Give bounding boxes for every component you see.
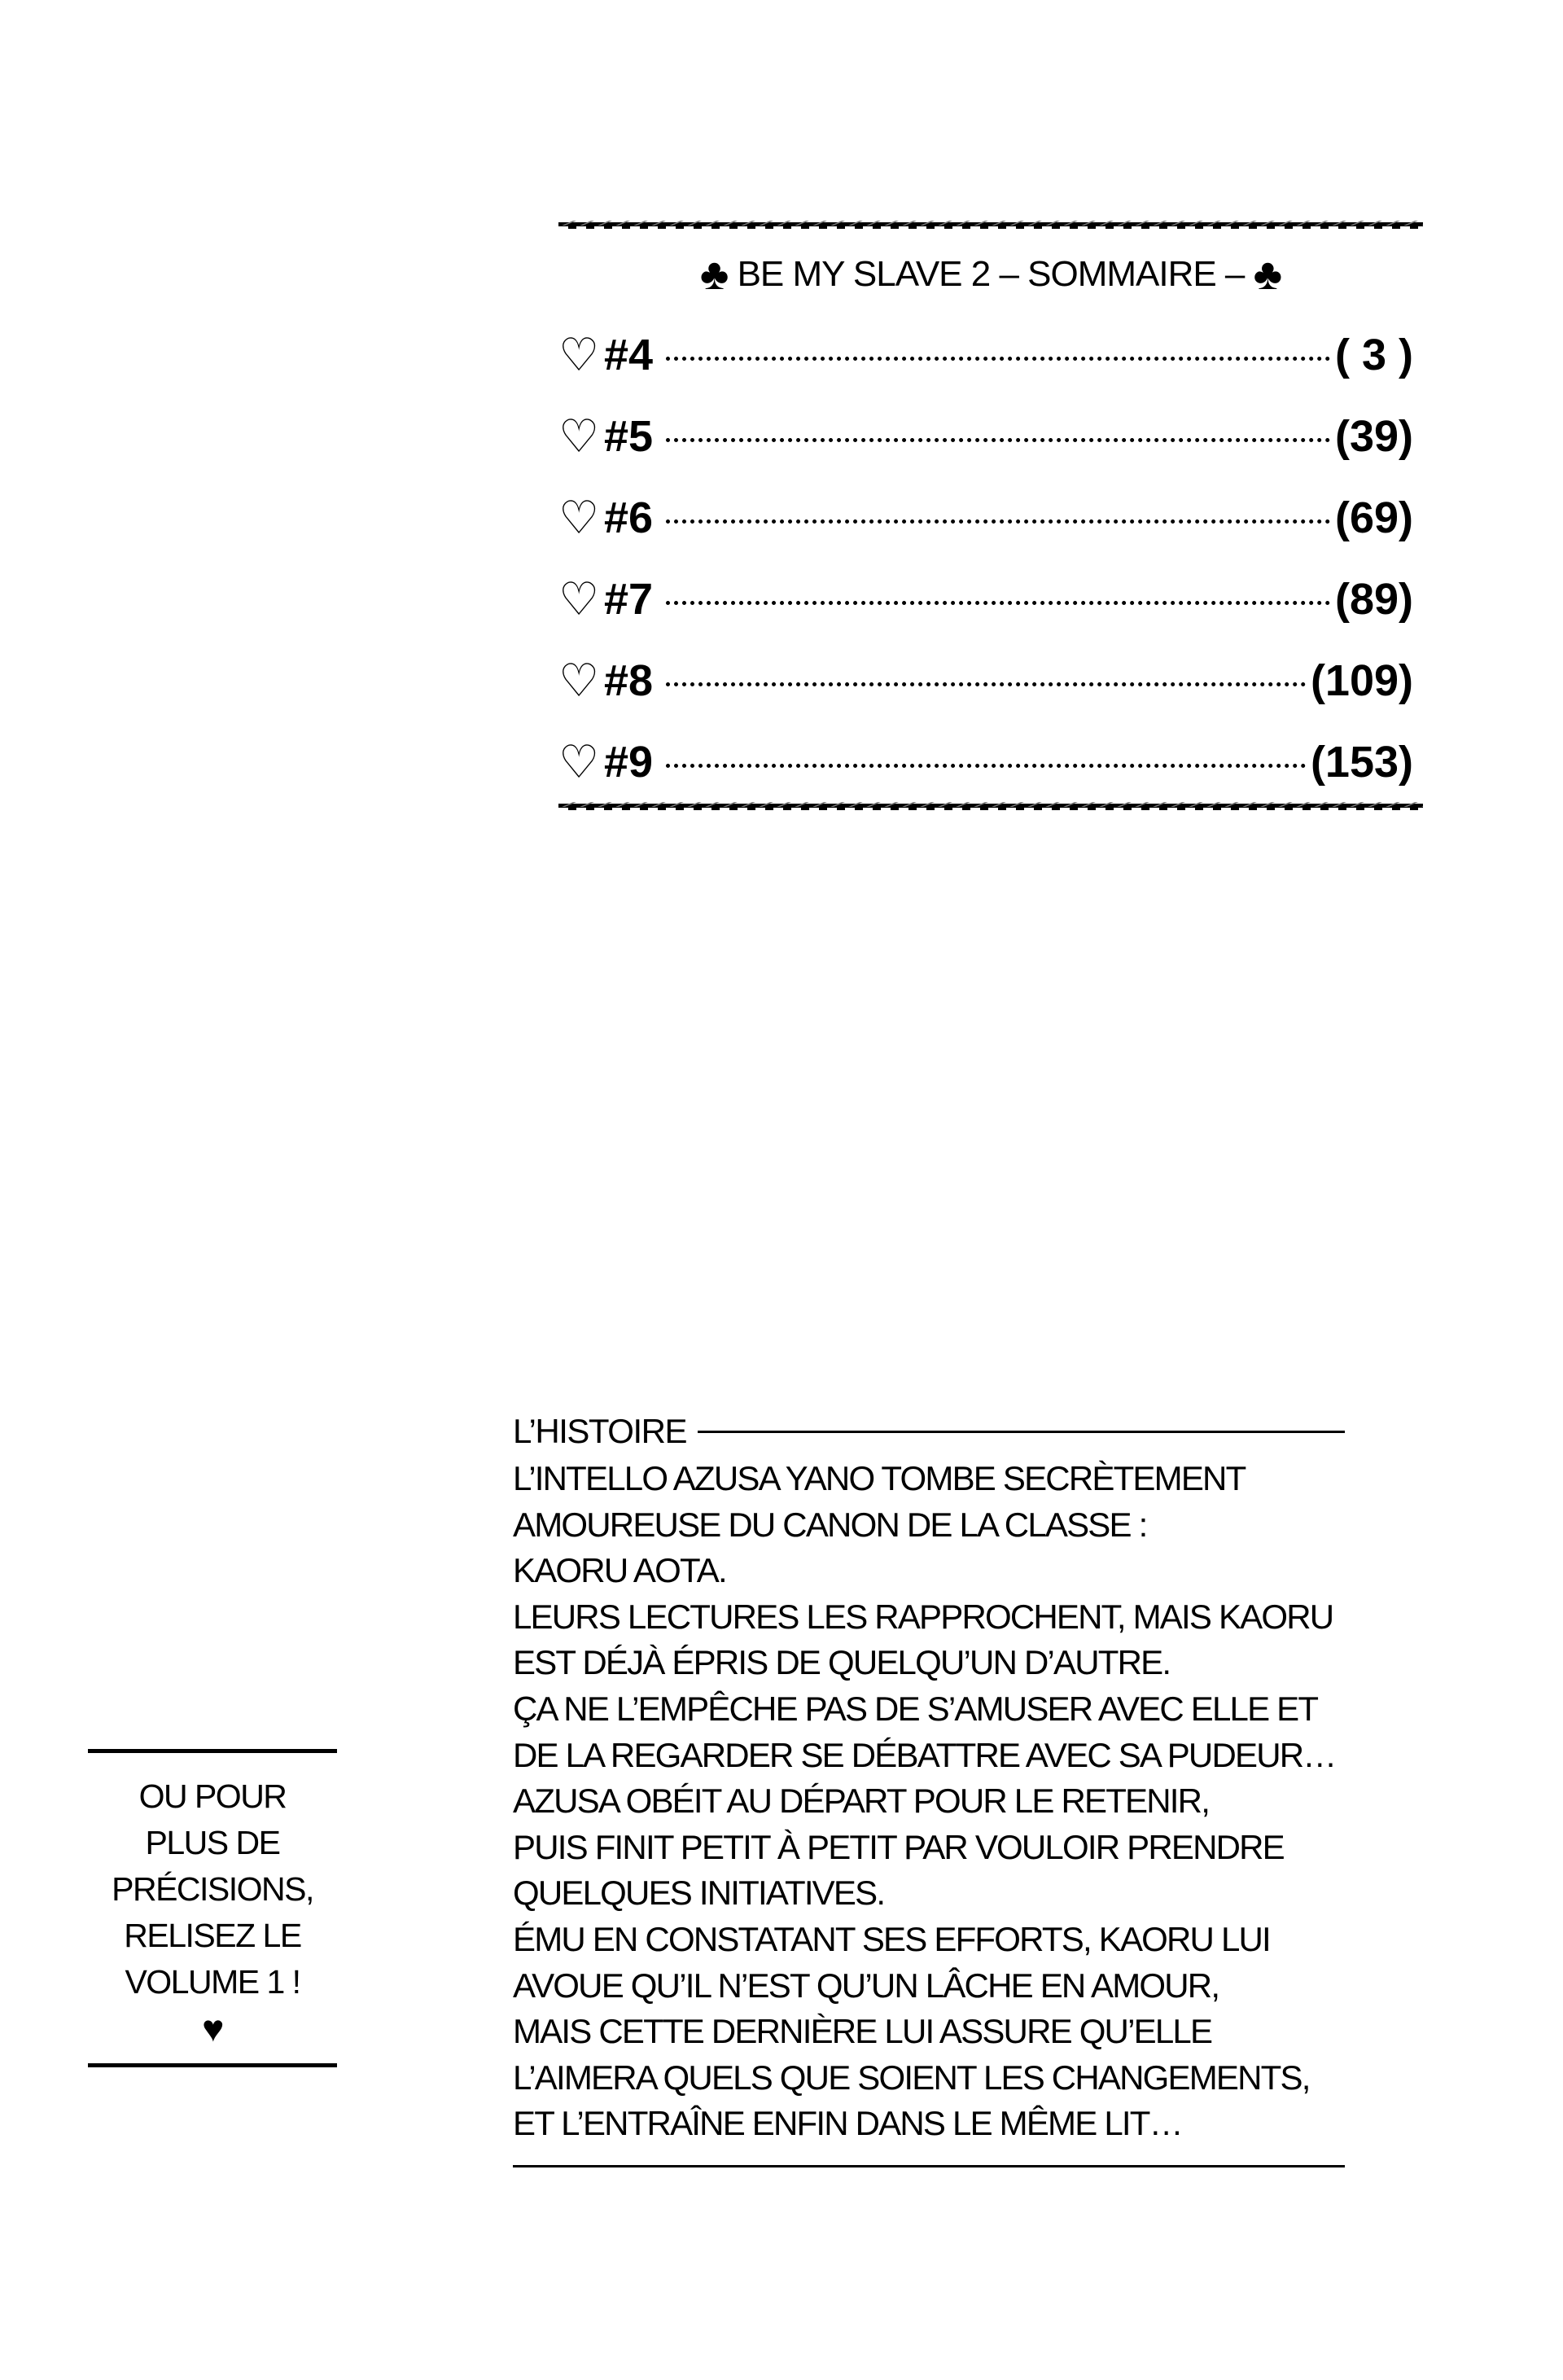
side-note [88,1749,337,2070]
story-label: L’HISTOIRE [513,1412,686,1450]
toc-entry [558,314,1413,396]
toc-dot-leader [666,601,1330,605]
toc-entry [558,640,1413,721]
toc-page-number: ( 3 ) [1334,331,1413,379]
toc-dot-leader [666,519,1330,524]
heart-outline-icon: ♡ [558,573,600,625]
toc-title-line [558,250,1423,299]
story-line: ÇA NE L’EMPÊCHE PAS DE S’AMUSER AVEC ELLE ET [513,1689,1318,1728]
story-line: LEURS LECTURES LES RAPPROCHENT, MAIS KAORU [513,1597,1333,1636]
toc-page-number: (69) [1334,493,1413,542]
side-note-line: OU POUR [138,1777,287,1815]
side-note-line: PLUS DE [145,1824,280,1861]
side-note-line: VOLUME 1 ! [125,1963,300,2001]
story-line: KAORU AOTA. [513,1551,726,1590]
toc-entries [558,314,1413,803]
toc-dot-leader [666,682,1306,686]
story-line: PUIS FINIT PETIT À PETIT PAR VOULOIR PRENDRE [513,1827,1284,1866]
club-icon: ♣ [699,250,729,299]
story-header [513,1407,1345,1456]
toc-chapter-number: #8 [604,656,654,705]
heart-icon: ♥ [202,2007,223,2049]
toc-chapter-number: #9 [604,738,654,787]
toc-bottom-border [558,800,1423,811]
story-footer-rule [513,2165,1345,2167]
story-line: AZUSA OBÉIT AU DÉPART POUR LE RETENIR, [513,1782,1210,1821]
table-of-contents [558,218,1423,811]
toc-entry [558,396,1413,477]
toc-dot-leader [666,764,1306,768]
toc-title: BE MY SLAVE 2 – SOMMAIRE – [737,254,1245,294]
story-line: L’AIMERA QUELS QUE SOIENT LES CHANGEMENTS, [513,2058,1310,2097]
toc-page-number: (109) [1310,656,1413,705]
story-line: AVOUE QU’IL N’EST QU’UN LÂCHE EN AMOUR, [513,1966,1219,2005]
toc-page-number: (39) [1334,412,1413,461]
side-note-line: RELISEZ LE [124,1917,301,1954]
toc-chapter-number: #7 [604,575,654,624]
side-note-text [88,1773,337,2051]
toc-entry [558,721,1413,803]
toc-chapter-number: #6 [604,493,654,542]
toc-page-number: (153) [1310,738,1413,787]
toc-dot-leader [666,438,1330,442]
story-line: DE LA REGARDER SE DÉBATTRE AVEC SA PUDEUR… [513,1735,1336,1774]
side-note-line: PRÉCISIONS, [112,1870,313,1908]
story-line: EST DÉJÀ ÉPRIS DE QUELQU’UN D’AUTRE. [513,1643,1171,1682]
side-note-top-rule [88,1749,337,1753]
toc-dot-leader [666,357,1330,361]
toc-entry [558,559,1413,640]
story-line: AMOUREUSE DU CANON DE LA CLASSE : [513,1505,1147,1544]
heart-outline-icon: ♡ [558,329,600,380]
heart-outline-icon: ♡ [558,736,600,787]
toc-page-number: (89) [1334,575,1413,624]
toc-chapter-number: #4 [604,331,654,379]
story-line: ÉMU EN CONSTATANT SES EFFORTS, KAORU LUI [513,1919,1270,1958]
story-header-rule [698,1431,1345,1433]
story-body [513,1456,1345,2147]
story-line: L’INTELLO AZUSA YANO TOMBE SECRÈTEMENT [513,1459,1246,1497]
toc-entry [558,477,1413,559]
heart-outline-icon: ♡ [558,655,600,706]
club-icon: ♣ [1253,250,1282,299]
story-line: MAIS CETTE DERNIÈRE LUI ASSURE QU’ELLE [513,2012,1212,2051]
toc-top-border [558,218,1423,230]
heart-outline-icon: ♡ [558,492,600,543]
story-line: QUELQUES INITIATIVES. [513,1874,885,1913]
side-note-bottom-rule [88,2063,337,2067]
heart-outline-icon: ♡ [558,410,600,462]
story-summary [513,1400,1345,2174]
story-line: ET L’ENTRAÎNE ENFIN DANS LE MÊME LIT… [513,2104,1182,2143]
toc-chapter-number: #5 [604,412,654,461]
